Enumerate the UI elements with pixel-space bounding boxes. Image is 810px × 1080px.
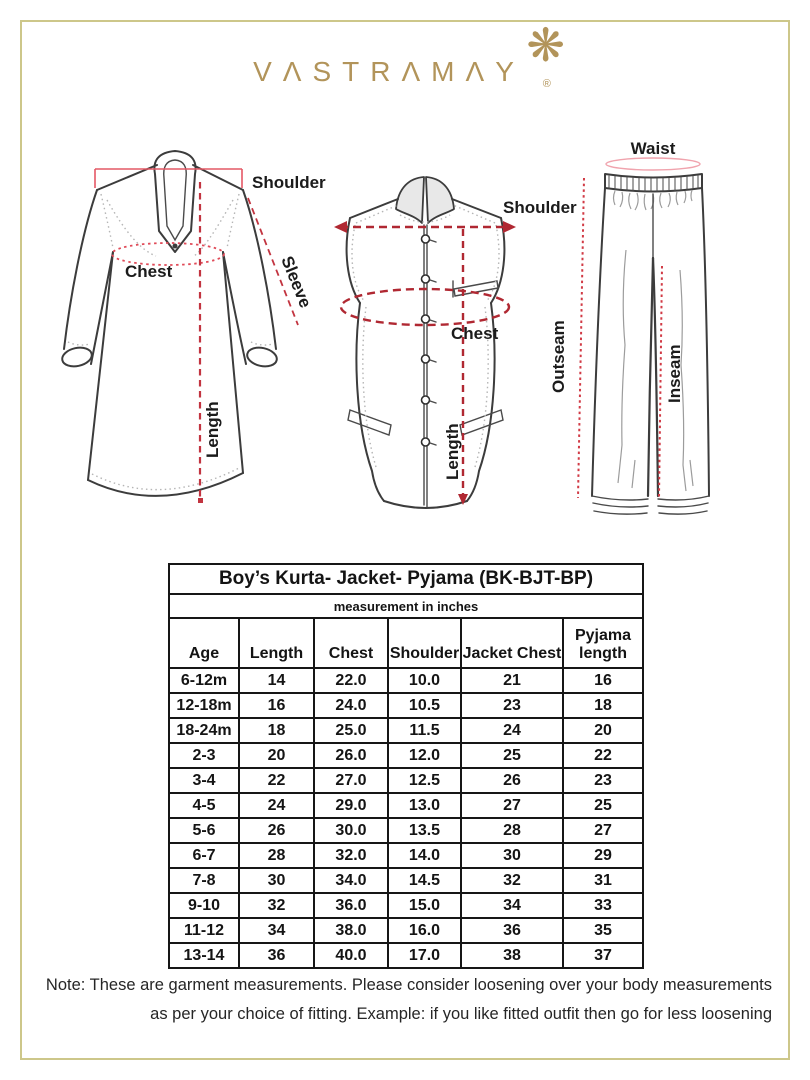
table-cell: 34.0	[314, 868, 388, 893]
table-row	[169, 818, 643, 843]
note-line-2: as per your choice of fitting. Example: if you like fitted outfit then go for less loosening	[150, 1005, 772, 1023]
table-cell: 13.5	[388, 818, 461, 843]
table-cell: 17.0	[388, 943, 461, 968]
size-chart-section	[168, 563, 644, 969]
table-cell: 25	[461, 743, 563, 768]
table-cell: 26	[461, 768, 563, 793]
table-cell: 20	[239, 743, 314, 768]
table-cell: 22	[563, 743, 643, 768]
column-header-jacket-chest: Jacket Chest	[461, 618, 563, 668]
table-cell: 36.0	[314, 893, 388, 918]
table-cell: 28	[461, 818, 563, 843]
table-row	[169, 743, 643, 768]
table-cell: 16	[239, 693, 314, 718]
table-cell: 31	[563, 868, 643, 893]
pyjama-inseam-measure	[659, 266, 662, 498]
table-subtitle: measurement in inches	[169, 594, 643, 618]
table-cell: 11.5	[388, 718, 461, 743]
table-cell: 7-8	[169, 868, 239, 893]
table-cell: 3-4	[169, 768, 239, 793]
table-cell: 14.0	[388, 843, 461, 868]
table-cell: 13-14	[169, 943, 239, 968]
table-cell: 24.0	[314, 693, 388, 718]
table-cell: 30	[461, 843, 563, 868]
pyjama-inseam-label: Inseam	[665, 344, 684, 403]
table-row	[169, 768, 643, 793]
table-cell: 27	[461, 793, 563, 818]
kurta-length-label: Length	[203, 401, 222, 458]
table-cell: 13.0	[388, 793, 461, 818]
table-cell: 40.0	[314, 943, 388, 968]
table-cell: 29	[563, 843, 643, 868]
pyjama-waist-label: Waist	[630, 139, 676, 158]
table-cell: 2-3	[169, 743, 239, 768]
table-cell: 4-5	[169, 793, 239, 818]
table-cell: 22.0	[314, 668, 388, 693]
table-cell: 38	[461, 943, 563, 968]
table-cell: 33	[563, 893, 643, 918]
table-cell: 10.0	[388, 668, 461, 693]
registered-trademark: ®	[542, 78, 551, 90]
table-title: Boy’s Kurta- Jacket- Pyjama (BK-BJT-BP)	[169, 564, 643, 594]
table-cell: 37	[563, 943, 643, 968]
table-cell: 30.0	[314, 818, 388, 843]
brand-wordmark: VΛSTRΛMΛY	[253, 56, 525, 87]
column-header-age: Age	[169, 618, 239, 668]
pyjama-outseam-measure	[578, 178, 584, 498]
brand-logo	[0, 19, 810, 90]
table-cell: 32	[461, 868, 563, 893]
table-cell: 29.0	[314, 793, 388, 818]
column-header-length: Length	[239, 618, 314, 668]
table-cell: 26	[239, 818, 314, 843]
jacket-right-pocket	[460, 410, 503, 435]
table-cell: 34	[239, 918, 314, 943]
jacket-left-pocket	[348, 410, 391, 435]
table-cell: 34	[461, 893, 563, 918]
table-row	[169, 843, 643, 868]
table-cell: 30	[239, 868, 314, 893]
table-cell: 5-6	[169, 818, 239, 843]
jacket-chest-label: Chest	[451, 324, 499, 343]
table-cell: 15.0	[388, 893, 461, 918]
table-cell: 14	[239, 668, 314, 693]
table-cell: 18	[239, 718, 314, 743]
table-row	[169, 943, 643, 968]
column-header-chest: Chest	[314, 618, 388, 668]
table-cell: 16	[563, 668, 643, 693]
pyjama-waist-measure	[606, 158, 700, 170]
table-cell: 32.0	[314, 843, 388, 868]
table-row	[169, 868, 643, 893]
kurta-sleeve-label: Sleeve	[277, 253, 316, 311]
table-cell: 26.0	[314, 743, 388, 768]
table-row	[169, 718, 643, 743]
table-cell: 11-12	[169, 918, 239, 943]
jacket-shoulder-label: Shoulder	[503, 198, 577, 217]
table-cell: 38.0	[314, 918, 388, 943]
pyjama-measurement-diagram	[540, 130, 805, 530]
kurta-chest-label: Chest	[125, 262, 173, 281]
table-cell: 18-24m	[169, 718, 239, 743]
note	[40, 971, 772, 1029]
column-header-pyjama-length: Pyjama length	[563, 618, 643, 668]
column-header-shoulder: Shoulder	[388, 618, 461, 668]
table-cell: 25.0	[314, 718, 388, 743]
table-cell: 27	[563, 818, 643, 843]
table-cell: 6-7	[169, 843, 239, 868]
table-cell: 20	[563, 718, 643, 743]
table-cell: 25	[563, 793, 643, 818]
table-cell: 18	[563, 693, 643, 718]
table-cell: 9-10	[169, 893, 239, 918]
table-row	[169, 668, 643, 693]
table-cell: 6-12m	[169, 668, 239, 693]
table-cell: 35	[563, 918, 643, 943]
table-cell: 12.5	[388, 768, 461, 793]
jacket-length-label: Length	[443, 423, 462, 480]
table-row	[169, 793, 643, 818]
table-cell: 24	[461, 718, 563, 743]
table-cell: 36	[461, 918, 563, 943]
table-row	[169, 693, 643, 718]
note-line-1: Note: These are garment measurements. Please consider loosening over your body measurements	[45, 976, 772, 994]
table-cell: 22	[239, 768, 314, 793]
jacket-shoulder-measure	[334, 221, 516, 233]
mandala-ornament-icon: ❋	[526, 19, 565, 71]
table-cell: 10.5	[388, 693, 461, 718]
table-cell: 21	[461, 668, 563, 693]
table-cell: 27.0	[314, 768, 388, 793]
table-row	[169, 918, 643, 943]
table-cell: 36	[239, 943, 314, 968]
table-cell: 16.0	[388, 918, 461, 943]
pyjama-outseam-label: Outseam	[549, 320, 568, 393]
table-cell: 24	[239, 793, 314, 818]
table-row	[169, 893, 643, 918]
table-cell: 14.5	[388, 868, 461, 893]
table-cell: 23	[461, 693, 563, 718]
kurta-shoulder-label: Shoulder	[252, 173, 326, 192]
table-cell: 28	[239, 843, 314, 868]
table-cell: 23	[563, 768, 643, 793]
table-cell: 32	[239, 893, 314, 918]
table-cell: 12.0	[388, 743, 461, 768]
size-table-body	[169, 668, 643, 968]
size-chart-table	[168, 563, 644, 969]
table-cell: 12-18m	[169, 693, 239, 718]
